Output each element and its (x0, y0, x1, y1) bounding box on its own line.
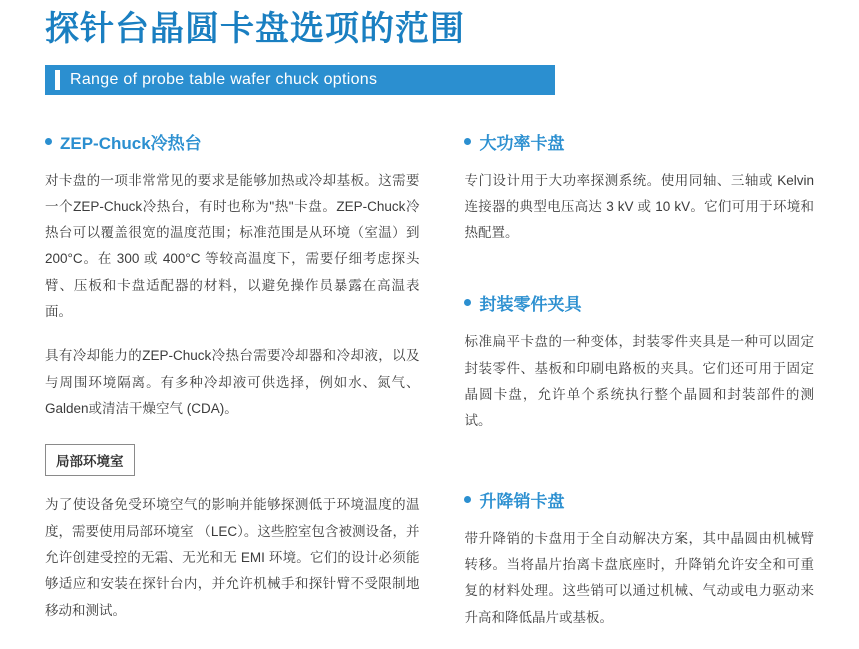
boxed-label-local-environment-chamber: 局部环境室 (45, 444, 135, 476)
page-title: 探针台晶圆卡盘选项的范围 (45, 10, 465, 48)
paragraph-high-power-chuck: 专门设计用于大功率探测系统。使用同轴、三轴或 Kelvin 连接器的典型电压高达 3 kV 或 10 kV。它们可用于环境和热配置。 (464, 172, 814, 241)
paragraph-lift-pin-chuck: 带升降销的卡盘用于全自动解决方案，其中晶圆由机械臂转移。当将晶片抬离卡盘底座时，升降销允许安全和可重复的材料处理。这些销可以通过机械、气动或电力驱动来升高和降低晶片或基板。 (464, 530, 814, 625)
left-column (45, 129, 439, 649)
subtitle-text: Range of probe table wafer chuck options (70, 70, 378, 88)
bullet-icon (464, 138, 471, 145)
section-heading-label: 大功率卡盘 (479, 133, 565, 153)
section-heading-zep-chuck (45, 129, 419, 154)
subtitle-banner (45, 65, 555, 95)
bullet-icon (45, 138, 52, 145)
paragraph-zep-chuck-2: 具有冷却能力的ZEP-Chuck冷热台需要冷却器和冷却液，以及与周围环境隔离。有多种冷却液可供选择，例如水、氮气、Galden或清洁干燥空气 (CDA)。 (45, 348, 420, 416)
paragraph-package-part-fixture: 标准扁平卡盘的一种变体，封装零件夹具是一种可以固定封装零件、基板和印刷电路板的夹具。它们还可用于固定晶圆卡盘，允许单个系统执行整个晶圆和封装部件的测试。 (464, 334, 814, 429)
paragraph-local-environment-chamber: 为了使设备免受环境空气的影响并能够探测低于环境温度的温度，需要使用局部环境室 （LEC）。这些腔室包含被测设备，并允许创建受控的无霜、无光和无 EMI 环境。它们的设计必须能够适应和安装在探针台内，并允许机械手和探针臂不受限制地移动和测试。 (45, 497, 420, 618)
content-columns (45, 129, 814, 649)
bullet-icon (464, 496, 471, 503)
section-heading-label: ZEP-Chuck冷热台 (60, 133, 202, 153)
section-heading-label: 封装零件夹具 (479, 295, 582, 315)
subtitle-accent-mark (55, 70, 60, 90)
section-heading-label: 升降销卡盘 (479, 491, 565, 511)
section-heading-package-part-fixture (464, 290, 814, 315)
paragraph-zep-chuck-1: 对卡盘的一项非常常见的要求是能够加热或冷却基板。这需要一个ZEP-Chuck冷热台，有时也称为"热"卡盘。ZEP-Chuck冷热台可以覆盖很宽的温度范围；标准范围是从环境（室温）到200°C。在 300 或 400°C 等较高温度下，需要仔细考虑探头臂、压板和卡盘适配器的材料，以避免操作员暴露在高温表面。 (45, 172, 420, 320)
right-column (439, 129, 814, 649)
section-heading-lift-pin-chuck (464, 487, 814, 512)
section-spacer (464, 264, 814, 290)
bullet-icon (464, 299, 471, 306)
document-page (0, 8, 859, 648)
section-heading-high-power-chuck (464, 129, 814, 154)
section-spacer (464, 453, 814, 487)
